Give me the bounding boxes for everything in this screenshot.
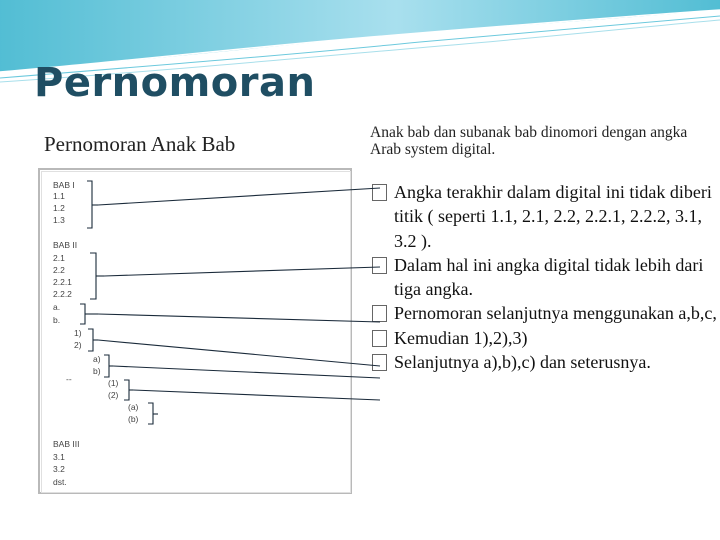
outline-item: b) bbox=[93, 366, 101, 376]
outline-item: 1.3 bbox=[53, 215, 65, 225]
document-outline-figure bbox=[38, 168, 352, 494]
bullet-item: Kemudian 1),2),3) bbox=[372, 326, 717, 350]
outline-item: 2.2.2 bbox=[53, 289, 72, 299]
bullet-list bbox=[372, 180, 717, 374]
outline-bab2-heading: BAB II bbox=[53, 240, 78, 250]
outline-item: (b) bbox=[128, 414, 139, 424]
outline-item: 2.1 bbox=[53, 253, 65, 263]
outline-item: 2.2.1 bbox=[53, 277, 72, 287]
outline-item: 1.1 bbox=[53, 191, 65, 201]
outline-item: 2.2 bbox=[53, 265, 65, 275]
outline-item: 3.2 bbox=[53, 464, 65, 474]
outline-item: b. bbox=[53, 315, 61, 325]
outline-dash: -- bbox=[66, 374, 72, 384]
outline-bab1-heading: BAB I bbox=[53, 180, 75, 190]
outline-item: a. bbox=[53, 302, 61, 312]
bullet-item: Selanjutnya a),b),c) dan seterusnya. bbox=[372, 350, 717, 374]
square-box-icon bbox=[372, 305, 387, 322]
square-box-icon bbox=[372, 330, 387, 347]
square-box-icon bbox=[372, 354, 387, 371]
square-box-icon bbox=[372, 257, 387, 274]
outline-item: 3.1 bbox=[53, 452, 65, 462]
square-box-icon bbox=[372, 184, 387, 201]
outline-item: 1.2 bbox=[53, 203, 65, 213]
bullet-item: Angka terakhir dalam digital ini tidak diberi titik ( seperti 1.1, 2.1, 2.2, 2.2.1, 2.2.2, 3.1, 3.2 ). bbox=[372, 180, 717, 253]
outline-item: 2) bbox=[74, 340, 82, 350]
bullet-item: Pernomoran selanjutnya menggunakan a,b,c, bbox=[372, 301, 717, 325]
outline-item: (2) bbox=[108, 390, 119, 400]
outline-item: (a) bbox=[128, 402, 139, 412]
intro-text: Anak bab dan subanak bab dinomori dengan angka Arab system digital. bbox=[370, 124, 688, 158]
slide-subtitle: Pernomoran Anak Bab bbox=[44, 132, 236, 156]
outline-item: (1) bbox=[108, 378, 119, 388]
outline-item: a) bbox=[93, 354, 101, 364]
bullet-item: Dalam hal ini angka digital tidak lebih dari tiga angka. bbox=[372, 253, 717, 302]
outline-item: 1) bbox=[74, 328, 82, 338]
slide-title: Pernomoran bbox=[34, 60, 316, 106]
outline-bab3-heading: BAB III bbox=[53, 439, 80, 449]
outline-item: dst. bbox=[53, 477, 67, 487]
